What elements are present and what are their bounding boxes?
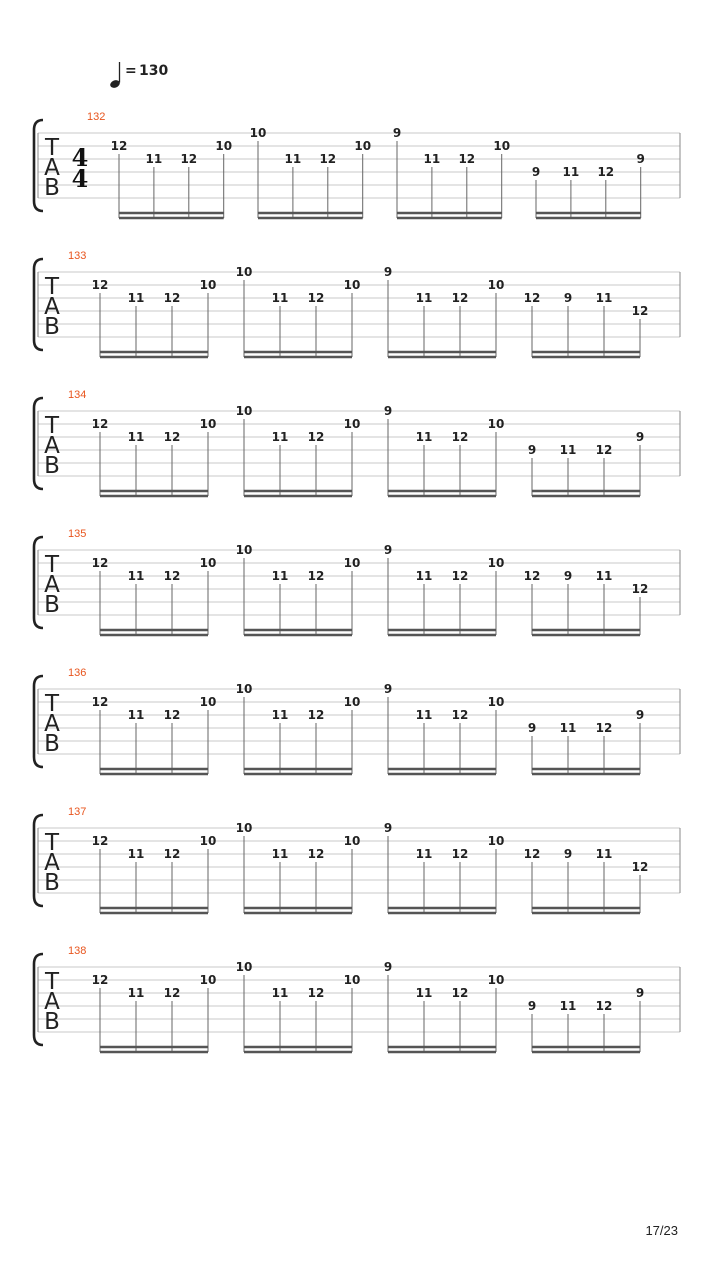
measure-number: 134 [68, 389, 87, 401]
tab-system [34, 528, 680, 635]
fret-number: 11 [559, 999, 577, 1013]
tab-clef-letter: T [44, 830, 60, 856]
tab-systems [34, 111, 680, 1052]
fret-number: 12 [110, 139, 128, 153]
fret-number: 12 [451, 569, 469, 583]
fret-number: 11 [127, 847, 145, 861]
tab-clef-letter: A [44, 989, 60, 1015]
fret-number: 12 [595, 721, 613, 735]
fret-number: 11 [127, 430, 145, 444]
fret-number: 11 [595, 847, 613, 861]
fret-number: 12 [631, 582, 649, 596]
fret-number: 11 [271, 430, 289, 444]
measure-number: 135 [68, 528, 87, 540]
fret-number: 11 [145, 152, 163, 166]
fret-number: 9 [383, 682, 393, 696]
tab-clef-letter: T [44, 413, 60, 439]
fret-number: 12 [319, 152, 337, 166]
fret-number: 10 [343, 695, 361, 709]
fret-number: 10 [199, 556, 217, 570]
fret-number: 12 [180, 152, 198, 166]
fret-number: 12 [595, 999, 613, 1013]
fret-number: 10 [199, 973, 217, 987]
fret-number: 10 [487, 417, 505, 431]
fret-number: 12 [307, 291, 325, 305]
fret-number: 9 [635, 708, 645, 722]
fret-number: 10 [487, 834, 505, 848]
fret-number: 11 [415, 847, 433, 861]
fret-number: 9 [635, 986, 645, 1000]
fret-number: 9 [383, 960, 393, 974]
fret-number: 12 [163, 430, 181, 444]
tab-clef-letter: A [44, 850, 60, 876]
fret-number: 10 [493, 139, 511, 153]
fret-number: 12 [451, 847, 469, 861]
tab-clef-letter: B [44, 731, 60, 757]
measure-number: 133 [68, 250, 87, 262]
fret-number: 12 [91, 278, 109, 292]
fret-number: 12 [163, 708, 181, 722]
fret-number: 12 [307, 430, 325, 444]
fret-number: 12 [307, 569, 325, 583]
fret-number: 11 [127, 569, 145, 583]
fret-number: 11 [415, 430, 433, 444]
fret-number: 9 [531, 165, 541, 179]
measure-number: 132 [87, 111, 106, 123]
tab-system [34, 250, 680, 357]
tab-clef-letter: A [44, 155, 60, 181]
time-signature-bottom: 4 [71, 164, 89, 193]
fret-number: 10 [199, 278, 217, 292]
fret-number: 10 [487, 278, 505, 292]
tab-clef-letter: T [44, 969, 60, 995]
fret-number: 10 [487, 973, 505, 987]
fret-number: 12 [451, 986, 469, 1000]
tab-system [34, 945, 680, 1052]
fret-number: 12 [91, 695, 109, 709]
fret-number: 11 [595, 291, 613, 305]
fret-number: 10 [343, 556, 361, 570]
fret-number: 12 [523, 847, 541, 861]
fret-number: 10 [235, 682, 253, 696]
tab-clef-letter: A [44, 433, 60, 459]
tab-clef-letter: B [44, 453, 60, 479]
fret-number: 12 [91, 973, 109, 987]
fret-number: 12 [597, 165, 615, 179]
fret-number: 11 [559, 721, 577, 735]
fret-number: 9 [563, 569, 573, 583]
fret-number: 10 [235, 404, 253, 418]
fret-number: 12 [91, 834, 109, 848]
fret-number: 11 [271, 291, 289, 305]
fret-number: 10 [235, 821, 253, 835]
fret-number: 11 [415, 986, 433, 1000]
fret-number: 11 [415, 291, 433, 305]
fret-number: 10 [235, 543, 253, 557]
tab-clef-letter: A [44, 572, 60, 598]
tab-clef-letter: A [44, 294, 60, 320]
fret-number: 11 [127, 708, 145, 722]
fret-number: 10 [343, 278, 361, 292]
tempo-equals: = [125, 63, 137, 79]
fret-number: 9 [383, 821, 393, 835]
fret-number: 9 [392, 126, 402, 140]
fret-number: 12 [458, 152, 476, 166]
tab-system [34, 389, 680, 496]
fret-number: 9 [383, 404, 393, 418]
fret-number: 12 [163, 291, 181, 305]
fret-number: 11 [271, 708, 289, 722]
fret-number: 9 [563, 847, 573, 861]
tab-clef-letter: T [44, 691, 60, 717]
fret-number: 11 [271, 847, 289, 861]
time-signature-top: 4 [71, 143, 89, 172]
fret-number: 9 [527, 721, 537, 735]
fret-number: 11 [271, 986, 289, 1000]
measure-number: 138 [68, 945, 87, 957]
fret-number: 12 [631, 304, 649, 318]
tab-clef-letter: T [44, 274, 60, 300]
fret-number: 9 [635, 430, 645, 444]
tab-clef-letter: B [44, 870, 60, 896]
tab-system [34, 111, 680, 218]
fret-number: 10 [343, 417, 361, 431]
tab-clef-letter: T [44, 552, 60, 578]
tab-clef-letter: B [44, 175, 60, 201]
fret-number: 12 [163, 986, 181, 1000]
fret-number: 12 [451, 708, 469, 722]
fret-number: 10 [249, 126, 267, 140]
fret-number: 9 [383, 265, 393, 279]
fret-number: 10 [487, 556, 505, 570]
fret-number: 11 [562, 165, 580, 179]
fret-number: 11 [415, 569, 433, 583]
fret-number: 12 [307, 847, 325, 861]
fret-number: 11 [127, 291, 145, 305]
tab-clef-letter: B [44, 592, 60, 618]
fret-number: 12 [451, 291, 469, 305]
tab-clef-letter: B [44, 1009, 60, 1035]
tempo-marking [109, 62, 168, 89]
fret-number: 10 [235, 960, 253, 974]
measure-number: 137 [68, 806, 87, 818]
page-indicator: 17/23 [645, 1223, 678, 1238]
fret-number: 9 [563, 291, 573, 305]
fret-number: 10 [235, 265, 253, 279]
fret-number: 11 [284, 152, 302, 166]
tab-clef-letter: A [44, 711, 60, 737]
fret-number: 10 [199, 834, 217, 848]
fret-number: 12 [163, 847, 181, 861]
quarter-note-icon [109, 62, 121, 89]
fret-number: 10 [199, 695, 217, 709]
tab-system [34, 667, 680, 774]
fret-number: 10 [343, 973, 361, 987]
fret-number: 9 [527, 443, 537, 457]
fret-number: 11 [559, 443, 577, 457]
fret-number: 10 [215, 139, 233, 153]
fret-number: 10 [354, 139, 372, 153]
fret-number: 10 [343, 834, 361, 848]
fret-number: 12 [523, 291, 541, 305]
fret-number: 9 [383, 543, 393, 557]
fret-number: 12 [91, 556, 109, 570]
tab-clef-letter: B [44, 314, 60, 340]
fret-number: 9 [636, 152, 645, 166]
fret-number: 11 [127, 986, 145, 1000]
fret-number: 12 [307, 708, 325, 722]
fret-number: 12 [307, 986, 325, 1000]
fret-number: 11 [423, 152, 441, 166]
fret-number: 10 [199, 417, 217, 431]
fret-number: 9 [527, 999, 537, 1013]
measure-number: 136 [68, 667, 87, 679]
fret-number: 10 [487, 695, 505, 709]
fret-number: 11 [415, 708, 433, 722]
tab-clef-letter: T [44, 135, 60, 161]
fret-number: 12 [595, 443, 613, 457]
fret-number: 12 [631, 860, 649, 874]
fret-number: 12 [451, 430, 469, 444]
fret-number: 12 [163, 569, 181, 583]
fret-number: 11 [271, 569, 289, 583]
fret-number: 11 [595, 569, 613, 583]
fret-number: 12 [91, 417, 109, 431]
fret-number: 12 [523, 569, 541, 583]
tab-system [34, 806, 680, 913]
tempo-bpm: 130 [139, 63, 169, 79]
